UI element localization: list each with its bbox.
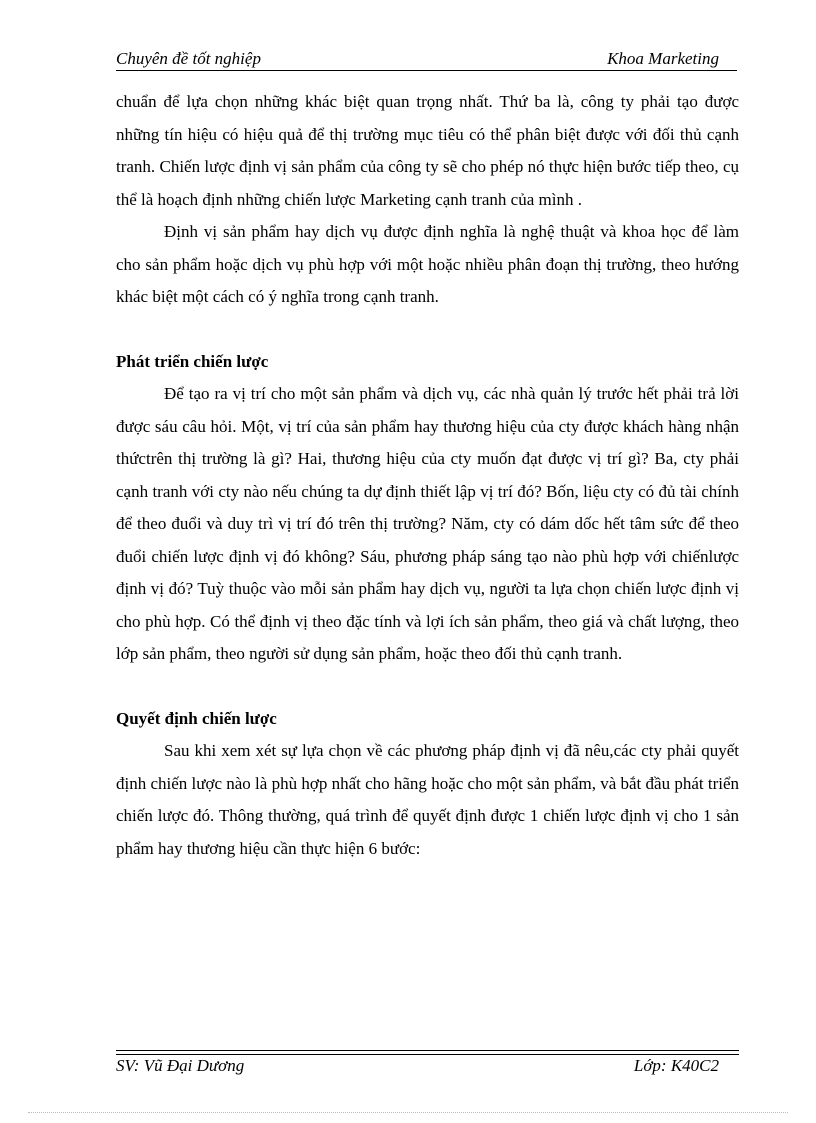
header-rule xyxy=(116,70,737,71)
section-heading-decision: Quyết định chiến lược xyxy=(116,708,277,728)
paragraph-decision: Sau khi xem xét sự lựa chọn về các phương pháp định vị đã nêu,các cty phải quyết định chiến lược nào là phù hợp nhất cho hãng hoặc cho một sản phẩm, và bắt đầu phát triển chiến lược đó. Thông thường, quá trình để quyết định được 1 chiến lược định vị cho 1 sản phẩm hay thương hiệu cần thực hiện 6 bước: xyxy=(116,741,739,858)
paragraph-continued: chuẩn để lựa chọn những khác biệt quan trọng nhất. Thứ ba là, công ty phải tạo được những tín hiệu có hiệu quả để thị trường mục tiêu có thể phân biệt được với đối thủ cạnh tranh. Chiến lược định vị sản phẩm của công ty sẽ cho phép nó thực hiện bước tiếp theo, cụ thể là hoạch định những chiến lược Marketing cạnh tranh của mình . xyxy=(116,92,739,209)
page-footer xyxy=(116,1050,739,1078)
footer-student-name: SV: Vũ Đại Dương xyxy=(116,1056,245,1075)
spacer xyxy=(116,314,739,346)
page-header xyxy=(116,48,737,70)
section-heading-development: Phát triển chiến lược xyxy=(116,351,269,371)
page-edge-dotted-line xyxy=(28,1112,788,1113)
paragraph-development: Để tạo ra vị trí cho một sản phẩm và dịch vụ, các nhà quản lý trước hết phải trả lời được sáu câu hỏi. Một, vị trí của sản phẩm hay thương hiệu của cty được khách hàng nhận thứctrên thị trường là gì? Hai, thương hiệu của cty muốn đạt được vị trí gì? Ba, cty phải cạnh tranh với cty nào nếu chúng ta dự định thiết lập vị trí đó? Bốn, liệu cty có đủ tài chính để theo đuổi và duy trì vị trí đó trên thị trường? Năm, cty có dám dốc hết tâm sức để theo đuổi chiến lược định vị đó không? Sáu, phương pháp sáng tạo nào phù hợp với chiếnlược định vị đó? Tuỳ thuộc vào mỗi sản phẩm hay dịch vụ, người ta lựa chọn chiến lược định vị cho phù hợp. Có thể định vị theo đặc tính và lợi ích sản phẩm, theo giá và chất lượng, theo lớp sản phẩm, theo người sử dụng sản phẩm, hoặc theo đối thủ cạnh tranh. xyxy=(116,384,739,663)
page-body xyxy=(116,86,739,865)
footer-rule-top xyxy=(116,1050,739,1051)
footer-class: Lớp: K40C2 xyxy=(633,1056,719,1075)
spacer xyxy=(116,671,739,703)
header-faculty: Khoa Marketing xyxy=(607,49,719,68)
paragraph-definition: Định vị sản phẩm hay dịch vụ được định nghĩa là nghệ thuật và khoa học để làm cho sản phẩm hoặc dịch vụ phù hợp với một hoặc nhiều phân đoạn thị trường, theo hướng khác biệt một cách có ý nghĩa trong cạnh tranh. xyxy=(116,222,739,306)
header-document-title: Chuyên đề tốt nghiệp xyxy=(116,49,261,68)
